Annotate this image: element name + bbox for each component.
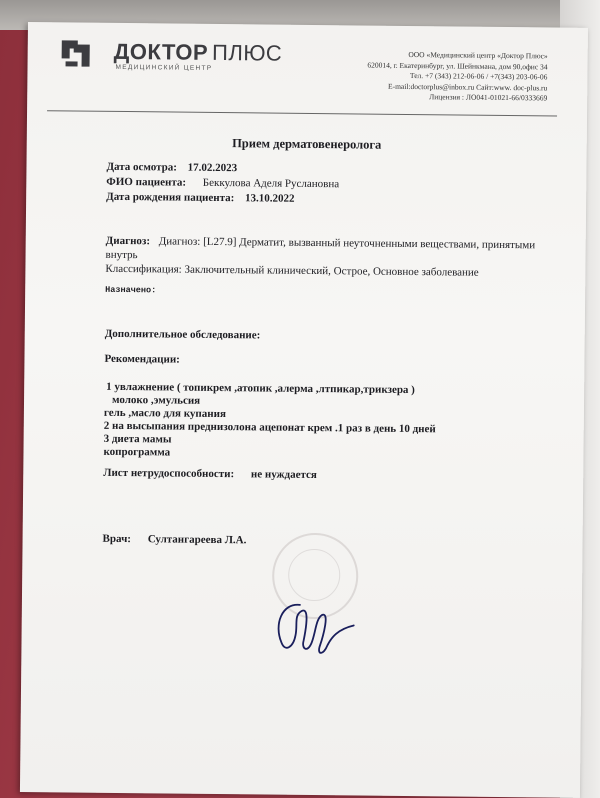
diagnosis-text-cont: внутрь (105, 248, 138, 262)
contact-line: Тел. +7 (343) 212-06-06 / +7(343) 203-06-06 (409, 71, 548, 82)
recommendation-item: 2 на высыпания преднизолона ацепонат крем .1 раз в день 10 дней (103, 419, 436, 436)
additional-exam-label: Дополнительное обследование: (104, 327, 261, 342)
recommendations-label: Рекомендации: (104, 352, 180, 366)
clinic-logo-subtitle: МЕДИЦИНСКИЙ ЦЕНТР (115, 63, 213, 72)
clinic-contacts (367, 50, 548, 104)
diagnosis-text: Диагноз: [L27.9] Дерматит, вызванный неуточненными веществами, принятыми (158, 235, 536, 252)
sick-leave-label: Лист нетрудоспособности: (103, 466, 235, 481)
contact-line: Лицензия : ЛО041-01021-66/0333669 (429, 92, 548, 103)
header-divider (47, 110, 557, 116)
recommendation-item: копрограмма (103, 445, 171, 459)
document-title: Прием дерматовенеролога (232, 136, 382, 152)
diagnosis-label: Диагноз: (105, 234, 151, 248)
prescribed-label: Назначено: (105, 284, 157, 296)
contact-line: 620014, г. Екатеринбург, ул. Шейнкмана, дом 90,офис 34 (367, 60, 548, 71)
contact-line: ООО «Медицинский центр «Доктор Плюс» (408, 49, 548, 61)
patient-name-row (106, 176, 339, 190)
recommendation-item: молоко ,эмульсия (111, 393, 201, 407)
clinic-logo-title: ДОКТОР ПЛЮС (113, 38, 283, 66)
exam-date-row (106, 161, 237, 174)
exam-date-value: 17.02.2023 (187, 161, 238, 175)
patient-name-value: Беккулова Аделя Руслановна (202, 176, 340, 191)
clinic-logo-icon (59, 36, 107, 71)
doctor-row (103, 533, 247, 547)
diagnosis-row (106, 235, 536, 251)
medical-document (20, 22, 588, 798)
contact-line: E-mail:doctorplus@inbox.ru Сайт:www. doc-plus.ru (387, 81, 548, 92)
recommendation-item: 3 диета мамы (103, 432, 172, 446)
recommendation-item: гель ,масло для купания (103, 406, 226, 421)
exam-date-label: Дата осмотра: (106, 160, 178, 174)
doctor-name: Султангареева Л.А. (147, 533, 247, 547)
birth-date-label: Дата рождения пациента: (106, 190, 235, 205)
classification-text: Классификация: Заключительный клинический, Острое, Основное заболевание (105, 262, 479, 279)
birth-date-value: 13.10.2022 (245, 192, 295, 205)
doctor-label: Врач: (102, 532, 132, 546)
sick-leave-value: не нуждается (250, 468, 317, 482)
patient-name-label: ФИО пациента: (106, 175, 187, 189)
sick-leave-row (103, 467, 317, 481)
clinic-logo (59, 36, 283, 72)
birth-date-row (106, 191, 295, 205)
recommendation-item: 1 увлажнение ( топикрем ,атопик ,алерма ,лтпикар,трикзера ) (106, 380, 415, 397)
doctor-signature (271, 585, 362, 666)
